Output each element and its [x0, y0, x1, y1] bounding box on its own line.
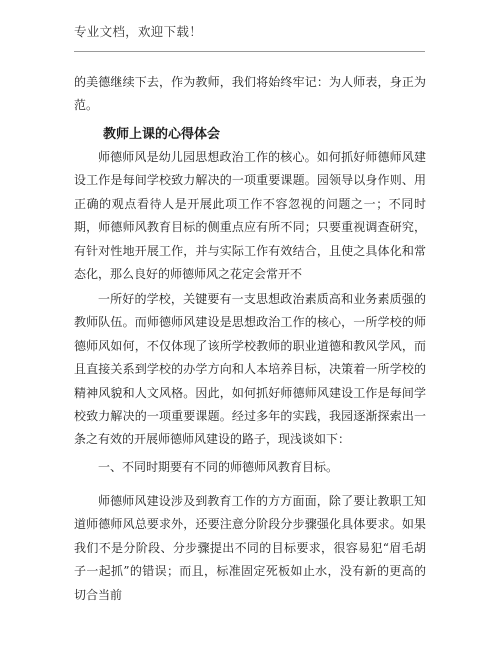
paragraph-4: 师德师风建设涉及到教育工作的方方面面，除了要让教职工知道师德师风总要求外，还要注意分阶段分步骤强化具体要求。如果我们不是分阶段、分步骤提出不同的目标要求，很容易犯“眉毛胡子一起抓”的错误；而且，标准固定死板如止水，没有新的更高的切合当前	[74, 494, 426, 602]
continuation-paragraph: 的美德继续下去，作为教师，我们将始终牢记：为人师表，身正为范。	[74, 75, 426, 113]
header-divider	[74, 51, 425, 52]
page-header: 专业文档，欢迎下载！	[74, 24, 203, 39]
paragraph-1: 师德师风是幼儿园思想政治工作的核心。如何抓好师德师风建设工作是每间学校致力解决的一项重要课题。园领导以身作则、用正确的观点看待人是开展此项工作不容忽视的问题之一；不同时期，师德师风教育目标的侧重点应有所不同；只要重视调查研究，有针对性地开展工作，并与实际工作有效结合，且使之具体化和常态化，那么良好的师德师风之花定会常开不	[74, 150, 426, 282]
paragraph-2: 一所好的学校，关键要有一支思想政治素质高和业务素质强的教师队伍。而师德师风建设是思想政治工作的核心，一所学校的师德师风如何，不仅体现了该所学校教师的职业道德和教风学风，而且直接关系到学校的办学方向和人本培养目标，决策着一所学校的精神风貌和人文风格。因此，如何抓好师德师风建设工作是每间学校致力解决的一项重要课题。经过多年的实践，我园逐渐探索出一条之有效的开展师德师风建设的路子，现浅谈如下：	[74, 292, 426, 447]
paragraph-3-heading: 一、不同时期要有不同的师德师风教育目标。	[98, 460, 339, 474]
section-title: 教师上课的心得体会	[103, 127, 221, 142]
